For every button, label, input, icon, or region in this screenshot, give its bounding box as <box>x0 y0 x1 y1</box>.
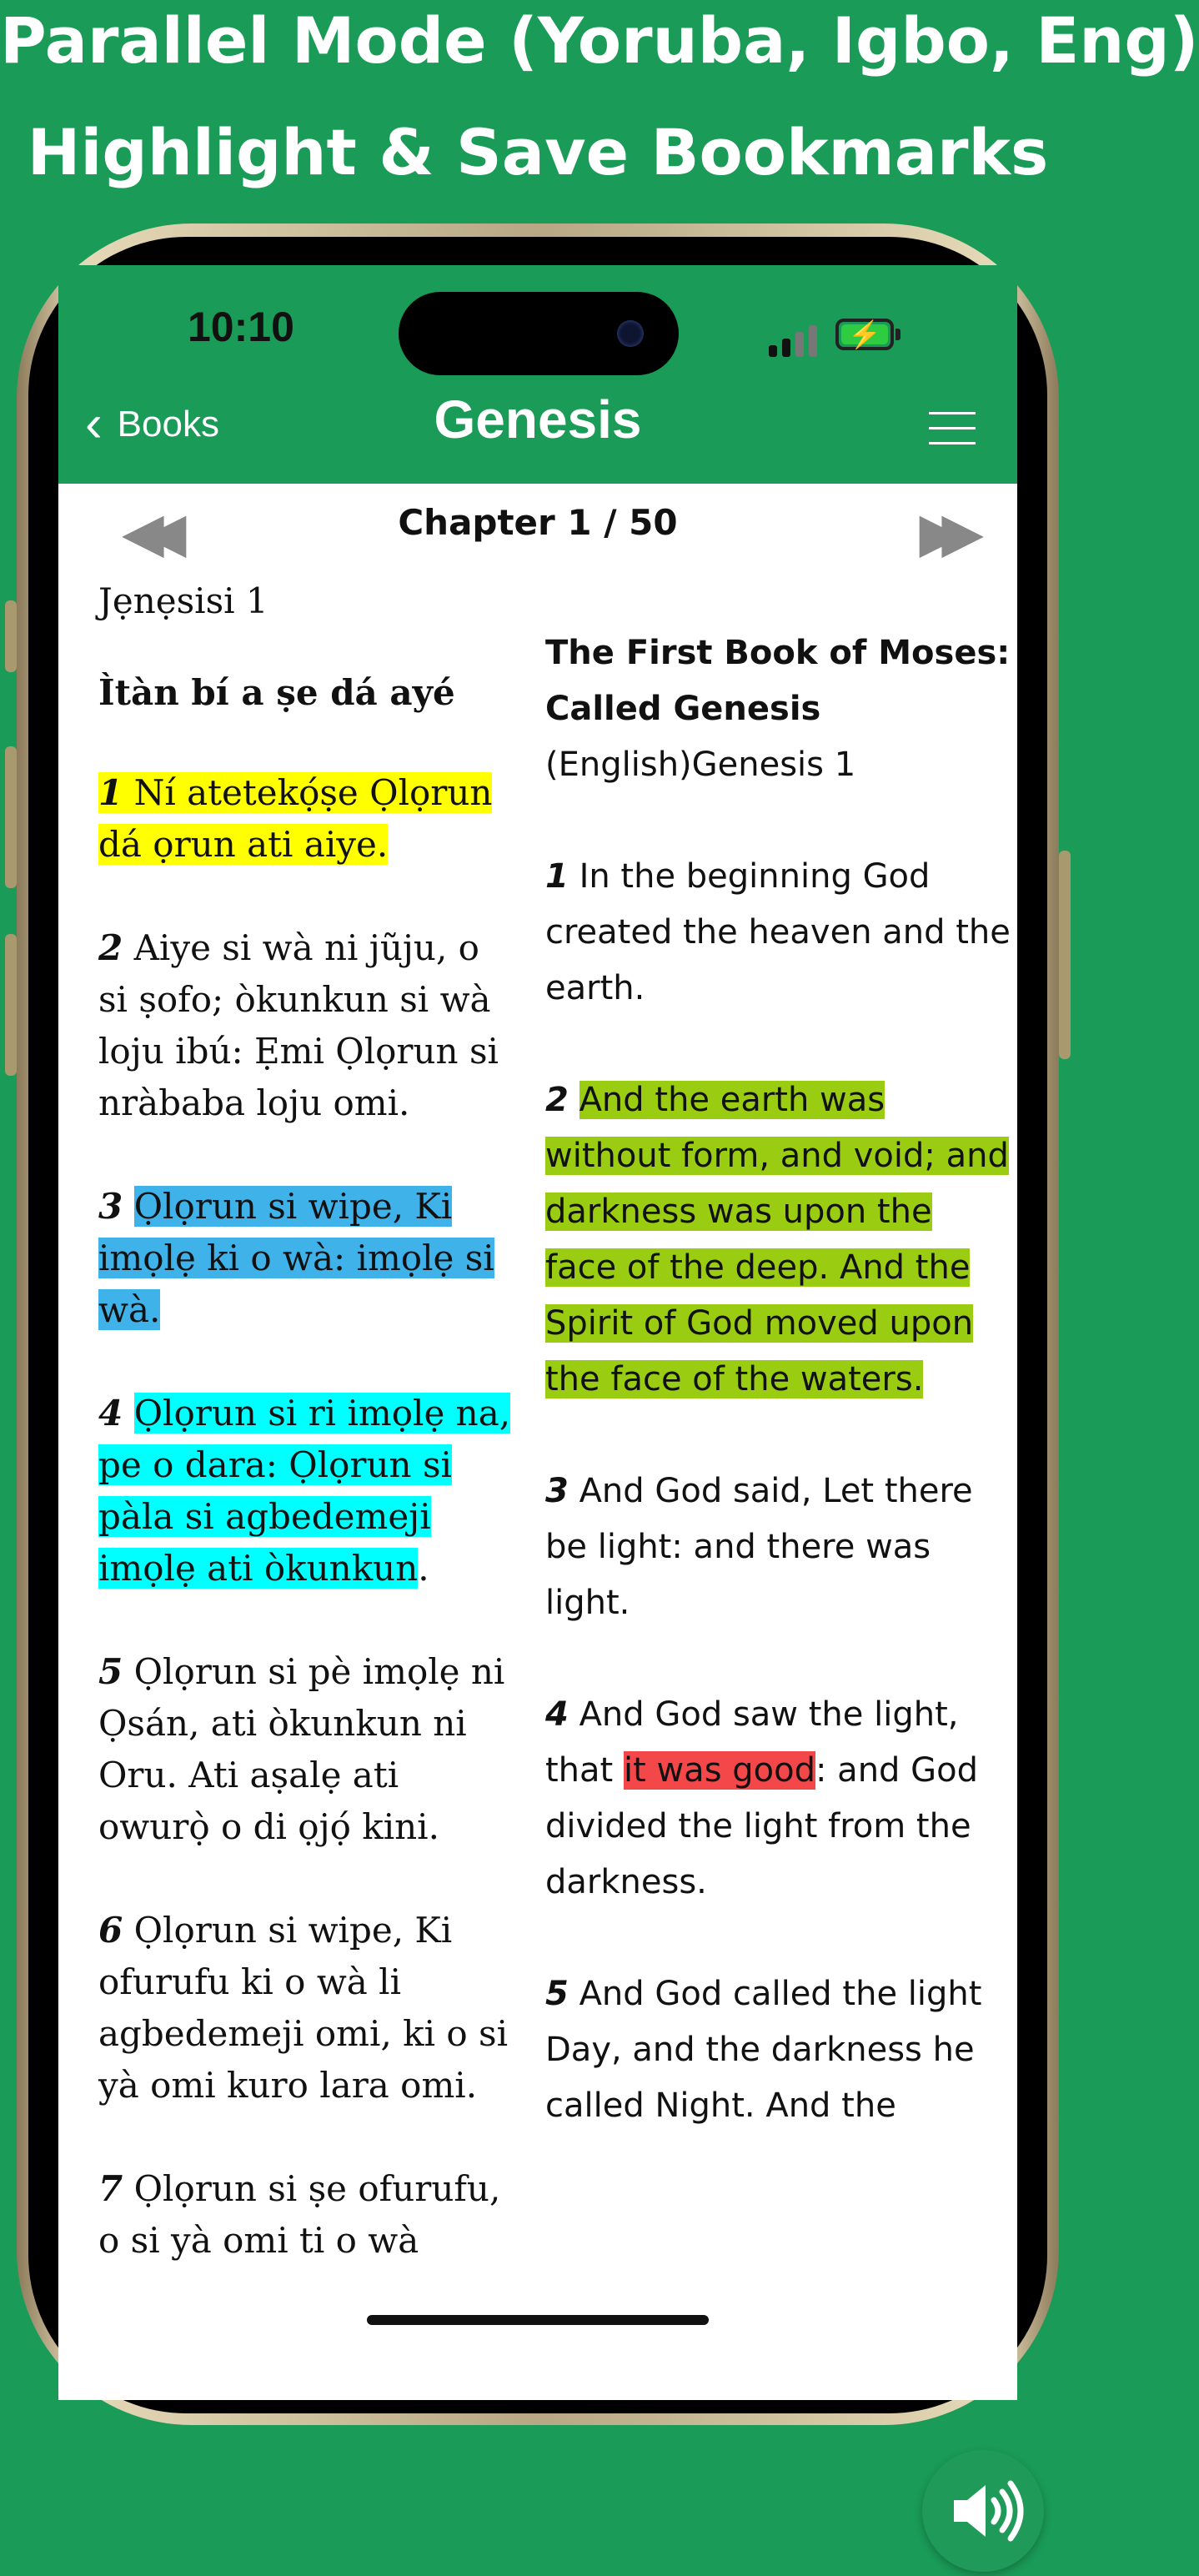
verse-text: In the beginning God created the heaven and the earth. <box>545 857 1011 1007</box>
verse-text: Ọlọrun si pè imọlẹ ni Ọsán, ati òkunkun ni Oru. Ati aṣalẹ ati owurọ̀ o di ọjọ́ kini. <box>98 1651 505 1847</box>
rewind-icon[interactable]: ◀◀ <box>122 501 167 563</box>
yoruba-verse-3[interactable] <box>98 1181 515 1336</box>
yoruba-verse-7[interactable] <box>98 2163 515 2267</box>
fast-forward-icon[interactable]: ▶▶ <box>919 501 964 563</box>
verse-number: 3 <box>545 1472 569 1510</box>
yoruba-verse-1[interactable] <box>98 767 515 871</box>
camera-icon <box>617 320 644 347</box>
verse-text: Ọlọrun si ṣe ofurufu, o si yà omi ti o wà <box>98 2168 501 2261</box>
verse-highlight <box>98 772 492 865</box>
home-indicator[interactable] <box>367 2315 709 2325</box>
english-section-heading: (English)Genesis 1 <box>545 746 856 784</box>
verse-text-highlighted: Ọlọrun si ri imọlẹ na, pe o dara: Ọlọrun si pàla si agbedemeji imọlẹ ati òkunkun <box>98 1393 511 1589</box>
promo-headline-line2: Highlight & Save Bookmarks <box>27 115 1049 189</box>
chapter-navigation <box>58 484 1017 575</box>
phone-volume-down-button <box>5 934 17 1076</box>
verse-number: 4 <box>545 1695 569 1734</box>
yoruba-verse-5[interactable] <box>98 1646 515 1853</box>
yoruba-section-heading: Ìtàn bí a ṣe dá ayé <box>98 672 455 713</box>
battery-nub <box>895 329 901 340</box>
status-time: 10:10 <box>188 304 294 350</box>
english-verse-4[interactable] <box>545 1687 1012 1911</box>
yoruba-verse-6[interactable] <box>98 1905 515 2112</box>
phone-volume-up-button <box>5 746 17 888</box>
yoruba-verse-4[interactable] <box>98 1388 515 1594</box>
verse-number: 1 <box>98 772 123 813</box>
verse-number: 6 <box>98 1910 123 1951</box>
verse-text-pre: And God saw the light, that <box>545 1695 959 1790</box>
top-bar <box>58 265 1017 484</box>
verse-text: Ní atetekọ́ṣe Ọlọrun dá ọrun ati aiye. <box>98 772 493 865</box>
english-book-title: The First Book of Moses: Called Genesis <box>545 634 1011 728</box>
yoruba-column <box>98 575 515 2318</box>
verse-text: Ọlọrun si wipe, Ki imọlẹ ki o wà: imọlẹ si wà. <box>98 1186 494 1330</box>
verse-number: 3 <box>98 1186 123 1227</box>
chevron-left-icon: ‹ <box>85 395 103 453</box>
dynamic-island <box>399 292 679 375</box>
verse-number: 1 <box>545 857 569 896</box>
verse-number: 2 <box>545 1081 569 1119</box>
speaker-icon <box>922 2450 1044 2572</box>
verse-text-post: : and God divided the light from the darkness. <box>545 1751 979 1901</box>
yoruba-book-title: Jẹnẹsisi 1 <box>98 580 268 621</box>
english-verse-5[interactable] <box>545 1966 1012 2133</box>
phone-action-button <box>5 600 17 672</box>
verse-text: And God said, Let there be light: and there was light. <box>545 1472 973 1622</box>
verse-number: 5 <box>98 1651 123 1692</box>
verse-text: Ọlọrun si wipe, Ki ofurufu ki o wà li agbedemeji omi, ki o si yà omi kuro lara omi. <box>98 1910 508 2106</box>
chapter-label[interactable]: Chapter 1 / 50 <box>398 502 678 543</box>
hamburger-menu-icon[interactable] <box>929 412 976 445</box>
english-verse-2[interactable] <box>545 1072 1012 1408</box>
yoruba-verse-2[interactable] <box>98 922 515 1129</box>
audio-play-button[interactable] <box>922 2450 1044 2572</box>
battery-icon: ⚡ <box>835 319 894 350</box>
nav-title: Genesis <box>434 389 642 449</box>
verse-text: Aiye si wà ni jũju, o si ṣofo; òkunkun si wà loju ibú: Ẹmi Ọlọrun si nràbaba loju omi. <box>98 927 499 1123</box>
verse-number: 5 <box>545 1975 569 2013</box>
app-screen <box>58 265 1017 2400</box>
english-verse-3[interactable] <box>545 1464 1012 1631</box>
signal-icon <box>769 324 822 357</box>
english-column <box>545 575 1012 2133</box>
verse-number: 4 <box>98 1393 123 1434</box>
verse-text: And the earth was without form, and void; and darkness was upon the face of the deep. And the Spirit of God moved upon the face of the waters. <box>545 1081 1009 1398</box>
phone-side-button <box>1059 851 1071 1059</box>
verse-number: 7 <box>98 2168 123 2209</box>
verse-text-highlighted: it was good <box>623 1751 815 1790</box>
back-label: Books <box>117 404 219 444</box>
verse-text: And God called the light Day, and the darkness he called Night. And the <box>545 1975 982 2125</box>
verse-number: 2 <box>98 927 123 968</box>
verse-text-rest: . <box>418 1548 429 1589</box>
english-verse-1[interactable] <box>545 849 1012 1017</box>
promo-headline-line1: Parallel Mode (Yoruba, Igbo, Eng) <box>0 3 1199 78</box>
